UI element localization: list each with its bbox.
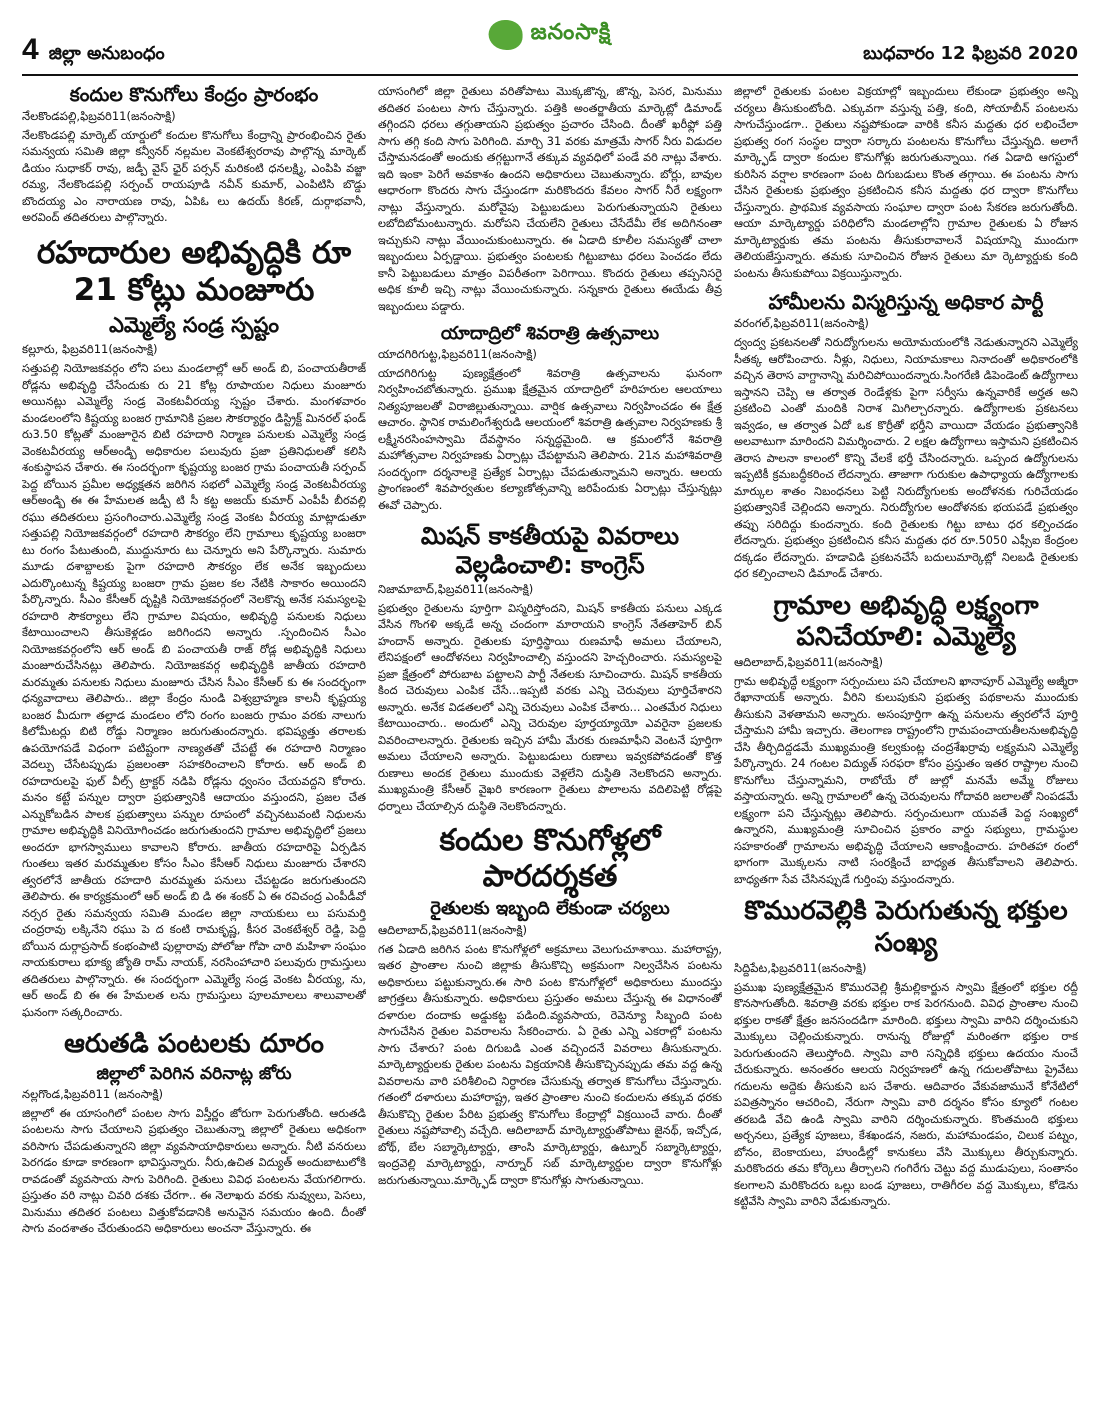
article-continuation (734, 84, 1078, 282)
issue-date: బుధవారం 12 ఫిబ్రవరి 2020 (863, 43, 1078, 64)
headline: కందుల కొనుగోళ్లలో పారదర్శకత (439, 823, 661, 895)
article-body: నేలకొండపల్లి మార్కెట్ యార్డులో కందుల కొనుగోలు కేంద్రాన్ని ప్రారంభించిన రైతు సమన్వయ సమితి జిల్లా కన్వీనర్ నల్లమల వెంకటేశ్వరరావు పాల్గొన్న మార్కెట్ డియం సుధాకర్ రావు, జడ్పీ వైస్ ఛైర్ పర్సన్ మరికంటి ధనలక్ష్మి, ఎంపిపి వజ్జా రమ్య, నేలకొండపల్లి సర్పంచ్ రాయపూడి నవీన్ కుమార్, ఎంపిటిసి బొడ్డు బొందయ్య ఎం నారాయణ రావు, ఏపిఓ లు ఉదయ్ కిరణ్, దుర్గాభవానీ, అరవింద్ తదితరులు పాల్గొన్నారు. (22, 128, 366, 225)
brand-name: జనంసాక్షి (530, 20, 612, 45)
section-name: జిల్లా అనుబంధం (48, 43, 165, 64)
article-body: ప్రముఖ పుణ్యక్షేత్రమైన కొమురవెల్లి శ్రీమల్లికార్జున స్వామి క్షేత్రంలో భక్తుల రద్దీ కొనసాగుతోంది. శివరాత్రి వరకు భక్తుల రాక పెరగనుంది. వివిధ ప్రాంతాల నుంచి భక్తుల రాకతో క్షేత్రం జనసందడిగా మారింది. భక్తులు స్వామి వారిని దర్శించుకుని మొక్కులు చెల్లించుకున్నారు. రానున్న రోజుల్లో మరింతగా భక్తుల రాక పెరుగుతుందని తెలుస్తోంది. స్వామి వారి సన్నిధికి భక్తులు ఉదయం నుంచే చేరుకున్నారు. అనంతరం ఆలయ నిర్వహణలో ఉన్న గదులతోపాటు ప్రైవేటు గదులను అద్దెకు తీసుకుని బస చేశారు. ఆదివారం వేకువజామునే కోనేటిలో పవిత్రస్నానం ఆచరించి, నేరుగా స్వామి వారి దర్శనం కోసం క్యూలో గంటల తరబడి వేచి ఉండి స్వామి వారిని దర్శించుకున్నారు. కొంతమంది భక్తులు అర్చనలు, ప్రత్యేక పూజలు, కేశఖండన, నజరు, మహామండపం, చిలుక పట్నం, బోనం, బెంకాయలు, హుండీల్లో కానుకలు వేసి మొక్కులు తీర్చుకున్నారు. మరికొందరు తమ కోర్కెలు తీర్చాలని గంగిరేగు చెట్టు వద్ద ముడుపులు, సంతానం కలగాలని మరికొందరు ఒల్లు బండ పూజలు, రాతిగీరల వద్ద మొక్కులు, కోడెను కట్టివేసి స్వామి వారిని వేడుకున్నారు. (734, 980, 1078, 1209)
headline: గ్రామాల అభివృద్ధి లక్ష్యంగా పనిచేయాలి: ఎమ్మెల్యే (773, 590, 1039, 652)
headline: యాదాద్రిలో శివరాత్రి ఉత్సవాలు (440, 323, 660, 344)
headline: కొమురవెల్లికి పెరుగుతున్న భక్తుల సంఖ్య (744, 896, 1068, 958)
headline: రహదారుల అభివృద్ధికి రూ 21 కోట్లు మంజూరు (36, 234, 352, 308)
article-body: ద్వంద్వ ప్రకటనలతో నిరుద్యోగులను అయోమయంలోకి నెడుతున్నారని ఎమ్మెల్యే సీతక్క ఆరోపించారు. నీళ్లు, నిధులు, నియామకాలు నినాదంతో అధికారంలోకి వచ్చిన తెరాస వాగ్దానాన్ని మరిచిపోయిందన్నారు.సింగరేణి డిపెండెంట్ ఉద్యోగాలు ఇస్తానని చెప్పి ఆ తర్వాత రెండేళ్లకు పైగా సర్వీసు ఉన్నవారికే అర్హత అని ప్రకటించి ఎంతో మందికి నిరాశ మిగిల్చారన్నారు. ఉద్యోగాలకు ప్రకటనలు ఇవ్వడం, ఆ తర్వాత ఏదో ఒక కొర్రీతో భర్తీని వాయిదా వేయడం ప్రభుత్వానికి అలవాటుగా మారిందని విమర్శించారు. 2 లక్షల ఉద్యోగాలు ఇస్తామని ప్రకటించిన తెరాస పాలనా కాలంలో కొన్ని వేలకే భర్తీ చేసిందన్నారు. ఒప్పంద ఉద్యోగులను ఇప్పటికీ క్రమబద్ధీకరించ లేదన్నారు. తాజాగా గురుకుల ఉపాధ్యాయ ఉద్యోగాలకు మార్కుల శాతం నిబంధనలు పెట్టి నిరుద్యోగులకు అందోళనకు గురిచేయడం ప్రభుత్వానికే చెల్లిందని అన్నారు. నిరుద్యోగుల ఆందోళనకు భయపడే ప్రభుత్వం తప్పు సరిదిద్దు కుందన్నారు. కంది రైతులకు గిట్టు బాటు ధర కల్పించడం లేదన్నారు. ప్రభుత్వం ప్రకటించిన కనీస మద్దతు ధర రూ.5050 ఎఫ్సీఐ కేంద్రంల దక్కడం లేదన్నారు. హడావిడి ప్రకటనచేసే బదులుమార్కెట్లో నిలబడి రైతులకు ధర కల్పించాలని డిమాండ్ చేశారు. (734, 336, 1078, 580)
subheadline: జిల్లాలో పెరిగిన వరినాట్ల జోరు (96, 1063, 292, 1084)
columns (22, 76, 1078, 1424)
column-3 (734, 84, 1078, 1424)
article (22, 1029, 366, 1238)
dateline: నిజామాబాద్,ఫిబ్రవరి11(జనంసాక్షి) (378, 581, 534, 596)
dateline: వరంగల్,ఫిబ్రవరి11(జనంసాక్షి) (734, 316, 869, 330)
subheadline: రైతులకు ఇబ్బంది లేకుండా చర్యలు (430, 898, 670, 920)
article-body: ప్రభుత్వం రైతులను పూర్తిగా విస్మరిస్తోందని, మిషన్ కాకతీయ పనులు ఎక్కడ వేసిన గొంగళి అక్కడే అన్న చందంగా మారాయని కాంగ్రెస్ నేతతాహెర్ బిన్ హందాన్ అన్నారు. రైతులకు పూర్తిస్థాయి రుణమాఫీ అమలు చేయాలని, లేనిపక్షంలో ఆందోళనలు నిర్వహించాల్సి వస్తుందని హెచ్చరించారు. సమస్యలపై ప్రజా క్షేత్రంలో పోరుబాట పట్టాలని పార్టీ నేతలకు సూచించారు. మిషన్ కాకతీయ కింద చెరువులు ఎంపిక చేసే...ఇప్పటి వరకు ఎన్ని చెరువులు పూర్తిచేశారని అన్నారు. అనేక విడతలలో ఎన్ని చెరువులు ఎంపిక చేశారు... ఎంతమేర నిధులు కేటాయించారు.. అందులో ఎన్ని చెరువుల పూర్తయ్యాయో ఎవరైనా ప్రజలకు వివరించాలన్నారు. రైతులకు ఇచ్చిన హామీ మేరకు రుణమాఫీని వెంటనే పూర్తిగా అమలు చేయాలని అన్నారు. పెట్టుబడులు రుణాలు ఇవ్వకపోవడంతో కొత్త రుణాలు అందక రైతులు ముందుకు వెళ్లలేని దుస్థితి నెలకొందని అన్నారు. ముఖ్యమంత్రి కేసీఆర్ వైఖరి కారణంగా రైతులు పొలాలను వదిలిపెట్టి రోడ్లపై ధర్నాలు చేయాల్సిన దుస్థితి నెలకొందన్నారు. (378, 601, 722, 813)
article (378, 823, 722, 1189)
article-body: గత ఏడాది జరిగిన పంట కొనుగోళ్లలో అక్రమాలు వెలుగుచూశాయి. మహారాష్ట్ర, ఇతర ప్రాంతాల నుంచి జిల్లాకు తీసుకొచ్చి అక్రమంగా నిల్వచేసిన పంటను అధికారులు పట్టుకున్నారు.ఈ సారి పంట కొనుగోళ్లలో అధికారులు ముందస్తు జాగ్రత్తలు తీసుకున్నారు. అధికారులు ప్రస్తుతం అమలు చేస్తున్న ఈ విధానంతో దళారుల దందాకు అడ్డుకట్ట పడింది.వ్యవసాయ, రెవెన్యూ సిబ్బంది పంట సాగుచేసిన రైతుల వివరాలను సేకరించారు. ఏ రైతు ఎన్ని ఎకరాల్లో పంటను సాగు చేశారు? పంట దిగుబడి ఎంత వచ్చిందనే వివరాలు తీసుకున్నారు. మార్కెట్యార్డులకు రైతుల పంటను విక్రయానికి తీసుకొచ్చినప్పుడు తమ వద్ద ఉన్న వివరాలను వారి పరిశీలించి నిర్ధారణ చేసుకున్న తర్వాత కొనుగోలు చేస్తున్నారు. గతంలో దళారులు మహారాష్ట్ర, ఇతర ప్రాంతాల నుంచి కందులను తక్కువ ధరకు తీసుకొచ్చి రైతుల పేరిట ప్రభుత్వ కొనుగోలు కేంద్రాల్లో విక్రయించే వారు. దీంతో రైతులు నష్టపోవాల్సి వచ్చేది. ఆదిలాబాద్ మార్కెట్యార్డుతోపాటు జైనథ్, ఇచ్చోడ, బోథ్, బేల సబ్మార్కెట్యార్డు, తాంసి మార్కెట్యార్డు, ఉట్నూర్ సబ్మార్కెట్యార్డు, ఇంద్రవెల్లి మార్కెట్యార్డు, నార్నూర్ సబ్ మార్కెట్యార్డుల ద్వారా కొనుగోళ్లు జరుగుతున్నాయి.మార్క్ఫెడ్ ద్వారా కొనుగోళ్లు సాగుతున్నాయి. (378, 942, 722, 1187)
headline: హామీలను విస్మరిస్తున్న అధికార పార్టీ (768, 290, 1044, 314)
article-body: జిల్లాలో ఈ యాసంగిలో పంటల సాగు విస్తీర్ణం జోరుగా పెరుగుతోంది. ఆరుతడి పంటలను సాగు చేయాలని ప్రభుత్వం చెబుతున్నా జిల్లాలో రైతులు అధికంగా వరిసాగు చేపడుతున్నారని జిల్లా వ్యవసాయాధికారులు అన్నారు. నీటి వనరులు పెరగడం కూడా కారణంగా భావిస్తున్నారు. నీరు,ఉచిత విద్యుత్ అందుబాటులోకి రావడంతో వ్యవసాయ సాగు పెరిగింది. రైతులు వివిధ పంటలను వేయగలిగారు. ప్రస్తుతం వరి నాట్లు చివరి దశకు చేరగా.. ఈ నెలాఖరు వరకు నువ్వులు, పెసలు, మినుము తదితర పంటలు విత్తుకోవడానికి అనువైన సమయం ఉంది. దీంతో సాగు వందశాతం చేరుతుందని అధికారులు అంచనా వేస్తున్నారు. ఈ (22, 1106, 366, 1236)
article (734, 896, 1078, 1210)
article-body: యాదగిరిగుట్ట పుణ్యక్షేత్రంలో శివరాత్రి ఉత్సవాలను ఘనంగా నిర్వహించబోతున్నారు. ప్రముఖ క్షేత్రమైన యాదాద్రిలో హరిహరుల ఆలయాలు నిత్యపూజలతో విరాజిల్లుతున్నాయి. వార్షిక ఉత్సవాలు నిర్వహించడం ఈ క్షేత్ర ఆచారం. స్థానిక రామలింగేశ్వరుడి ఆలయంలో శివరాత్రి ఉత్సవాల నిర్వహణకు శ్రీ లక్ష్మీనరసింహస్వామి దేవస్థానం సన్నద్ధమైంది. ఆ క్రమంలోనే శివరాత్రి మహోత్సవాల నిర్వహణకు ఏర్పాట్లు చేపట్టామని తెలిపారు. 21న మహాశివరాత్రి సందర్భంగా దర్శనాలకై ప్రత్యేక ఏర్పాట్లు చేపడుతున్నామని అన్నారు. ఆలయ ప్రాంగణంలో శివపార్వతుల కల్యాణోత్సవాన్ని జరిపేందుకు ఏర్పాట్లు చేస్తున్నట్లు ఈవో చెప్పారు. (378, 366, 722, 512)
dateline: నల్లగొండ,ఫిబ్రవరి11 (జనంసాక్షి) (22, 1086, 163, 1101)
article-body: గ్రామ అభివృద్ధే లక్ష్యంగా సర్పంచులు పని చేయాలని ఖానాపూర్ ఎమ్మెల్యే అజ్మీరా రేఖానాయక్ అన్నారు. వీరిని కులుపుకుని ప్రభుత్వ పథకాలను ముందుకు తీసుకుని వెళతామని అన్నారు. అసంపూర్తిగా ఉన్న పనులను త్వరలోనే పూర్తి చేస్తామని హామీ ఇచ్చారు. తెలంగాణ రాష్ట్రంలోని గ్రామపంచాయతీలనుఅభివృద్ధి చేసి తీర్చిదిద్దడమే ముఖ్యమంత్రి కల్వకుంట్ల చంద్రశేఖర్రావు లక్ష్యమని ఎమ్మెల్యే పేర్కొన్నారు. 24 గంటల విద్యుత్ సరఫరా కోసం ప్రస్తుతం ఇతర రాష్ట్రాల నుంచి కొనుగోలు చేస్తున్నామని, రాబోయే రో జుల్లో మనమే అమ్మే రోజులు వస్తాయన్నారు. అన్ని గ్రామాలలో ఉన్న చెరువులను గోదావరి జలాలతో నింపడమే లక్ష్యంగా పని చేస్తున్నట్లు తెలిపారు. సర్పంచులుగా యువతే పెద్ద సంఖ్యలో ఉన్నారని, ముఖ్యమంత్రి సూచించిన ప్రకారం వార్డు సభ్యులు, గ్రామస్థుల సహకారంతో గ్రామాలను అభివృద్ధి చేయాలని ఆకాంక్షించారు. హరితహా రంలో భాగంగా మొక్కలను నాటి సంరక్షించే బాధ్యత తీసుకోవాలని తెలిపారు. బాధ్యతగా సేవ చేసినప్పుడే గుర్తింపు వస్తుందన్నారు. (734, 674, 1078, 886)
article (378, 323, 722, 514)
state-map-icon (489, 20, 523, 50)
dateline: ఆదిలాబాద్,ఫిబ్రవరి11(జనంసాక్షి) (378, 922, 528, 937)
article-continuation (378, 84, 722, 315)
article (22, 235, 366, 1022)
subheadline: ఎమ్మెల్యే సండ్ర స్పష్టం (108, 313, 280, 338)
column-1 (22, 84, 366, 1424)
column-2 (378, 84, 722, 1424)
article-body: సత్తుపల్లి నియోజకవర్గం లోని పలు మండలాల్లో ఆర్ అండ్ బి, పంచాయతీరాజ్ రోడ్లను అభివృద్ధి చేసేందుకు రు 21 కోట్ల రూపాయల నిధులు మంజూరు అయినట్లు ఎమ్మెల్యే సండ్ర వెంకటవీరయ్య స్పష్టం చేశారు. మంగళవారం మండలంలోని కిష్టయ్య బంజర గ్రామానికి ప్రజల సౌకర్యార్థం డిస్ట్రిక్ట్ మినరల్ ఫండ్ రు3.50 కోట్లతో మంజూరైన బిటి రహదారి నిర్మాణ పనులకు ఎమ్మెల్యే సండ్ర వెంకటవీరయ్య ఆర్అండ్బి అధికారుల పలువురు ప్రజా ప్రతినిధులతో కలిసి శంకుస్థాపన చేశారు. ఈ సందర్భంగా కృష్టయ్య బంజర గ్రామ పంచాయతీ సర్పంచ్ పెద్ద బోయిన ప్రమీల అధ్యక్షతన జరిగిన సభలో ఎమ్మెల్యే సండ్ర వెంకటవీరయ్య ఆర్అండ్బి ఈ ఈ హేమలత జడ్పీ టి సీ కట్ట అజయ్ కుమార్ ఎంపీపీ బీరవల్లి రఘు తదితరులు ప్రసంగించారు.ఎమ్మెల్యే సండ్ర వెంకట వీరయ్య మాట్లాడుతూ సత్తుపల్లి నియోజకవర్గంలో రహదారి సౌకర్యం లేని గ్రామాలు కృష్టయ్య బంజరా టు రంగం పేటుతుంది, ముద్దునూరు టు చెన్నూరు అని పేర్కొన్నారు. సుమారు మూడు దశాబ్దాలకు పైగా రహదారి సౌకర్యం లేక అనేక ఇబ్బందులు ఎదుర్కొంటున్న కిష్టయ్య బంజరా గ్రామ ప్రజల కల నేటికి సాకారం అయిందని పేర్కొన్నారు. సీఎం కేసీఆర్ దృష్టికి నియోజకవర్గంలో నెలకొన్న అనేక సమస్యలపై రహదారి సౌకర్యాలు లేని గ్రామాల విషయం, అభివృద్ధి పనులకు నిధులు కేటాయించాలని తీసుకెళ్లడం జరిగిందని అన్నారు .స్పందించిన సీఎం నియోజకవర్గంలోని ఆర్ అండ్ బి పంచాయతీ రాజ్ రోడ్ల అభివృద్ధికి నిధులు మంజూరుచేసినట్లు తెలిపారు. నియోజకవర్గ అభివృద్ధికి జాతీయ రహదారి మరమ్మతు పనులకు నిధులు మంజూరు చేసిన సీఎం కేసీఆర్ కు ఈ సందర్భంగా ధన్యవాదాలు తెలిపారు.. జిల్లా కేంద్రం నుండి విశ్వబ్రాహ్మణ కాలనీ కృష్టయ్య బంజర మీదుగా తల్లాడ మండలం లోని రంగం బంజరు గ్రామం వరకు నాలుగు కిలోమీటర్లు బిటి రోడ్డు నిర్మాణం జరుగుతుందన్నారు. భవిష్యత్తు తరాలకు ఉపయోగపడే విధంగా పటిష్టంగా నాణ్యతతో చేపట్టే ఈ రహదారి నిర్మాణం వెదల్పు చేసేటప్పుడు ప్రజలంతా సహకరించాలని కోరారు. ఆర్ అండ్ బి రహదారులపై ఫుల్ వీల్స్ ట్రాక్టర్ నడిపి రోడ్లను ధ్వంసం చేయవద్దని కోరారు. మనం కట్టే పన్నుల ద్వారా ప్రభుత్వానికి ఆదాయం వస్తుందని, ప్రజల చేత ఎన్నుకోబడిన పాలక ప్రభుత్వాలు పన్నుల రూపంలో వచ్చినటువంటి నిధులను గ్రామాల అభివృద్ధికి వినియోగించడం జరుగుతుందని గ్రామాల అభివృద్ధిలో ప్రజలు అందరూ భాగస్వాములు కావాలని కోరారు. జాతీయ రహదారిపై ఏర్పడిన గుంతలు ఇతర మరమ్మతుల కోసం సీఎం కేసీఆర్ నిధులు మంజూరు చేశారని త్వరలోనే జాతీయ రహదారి మరమ్మతు పనులు చేపట్టడం జరుగుతుందని తెలిపారు. ఈ కార్యక్రమంలో ఆర్ అండ్ బి డి ఈ శంకర్ ఏ ఈ రవిచంద్ర ఎంపీడీవో నర్సర రైతు సమన్వయ సమితి మండల జిల్లా నాయకులు లు పసుమర్తి చంద్రరావు లక్కినేని రఘు పె ద కంటి రామకృష్ణ, కీసర వెంకటేశ్వర్ రెడ్డి, పెద్ది బోయిన దుర్గాప్రసాద్ కంభంపాటి పుల్లారావు పోలోజు గోపా చారి మహిళా సంఘం నాయకురాలు భూక్య జ్యోతి రామ్ నాయక్, నరసింహాచారి పలువురు గ్రామస్తులు తదితరులు పాల్గొన్నారు. ఈ సందర్భంగా ఎమ్మెల్యే సండ్ర వెంకట వీరయ్య, ను, ఆర్ అండ్ బి ఈ ఈ హేమలత లను గ్రామస్తులు పూలమాలలు శాలువాలతో ఘనంగా సత్కరించారు. (22, 362, 366, 1019)
dateline: యాదగిరిగుట్ట,ఫిబ్రవరి11(జనంసాక్షి) (378, 346, 537, 361)
page-number: 4 (22, 33, 39, 66)
article (734, 290, 1078, 583)
dateline: ఆదిలాబాద్,ఫిబ్రవరి11(జనంసాక్షి) (734, 654, 884, 669)
article-body: యాసంగిలో జిల్లా రైతులు వరితోపాటు మొక్కజొన్న, జొన్న, పెసర, మినుము తదితర పంటలు సాగు చేస్తున్నారు. పత్తికి అంతర్జాతీయ మార్కెట్లో డిమాండ్ తగ్గిందని ధరలు తగ్గుతాయని ప్రభుత్వం ప్రచారం చేసింది. దీంతో ఖరీఫ్లో పత్తి సాగు తగ్గి కంది సాగు పెరిగింది. మార్చి 31 వరకు మాత్రమే సాగర్ నీరు విడుదల చేస్తామనడంతో అందుకు తగ్గట్టుగానే తక్కువ వ్యవధిలో పండే వరి నాట్లు వేశారు. ఇది ఇంకా పెరిగే అవకాశం ఉందని అధికారులు చెబుతున్నారు. బోర్లు, బావుల ఆధారంగా కొందరు సాగు చేస్తుండగా మరికొందరు కేవలం సాగర్ నీరే లక్ష్యంగా నాట్లు వేస్తున్నారు. మరోవైపు పెట్టుబడులు పెరుగుతున్నాయని రైతులు లబోదిబోమంటున్నారు. మరోపని చేయలేని రైతులు చేసేదేమీ లేక అదిగినంతా ఇచ్చుకుని నాట్లు వేయించుకుంటున్నారు. ఈ ఏడాది కూలీల సమస్యతో చాలా ఇబ్బందులు ఏర్పడ్డాయి. ప్రభుత్వం పంటలకు గిట్టుబాటు ధరలు పెంచడం లేదు కానీ పెట్టుబడులు మాత్రం విపరీతంగా పెరిగాయి. కొందరు రైతులు తప్పనిసరై అధిక కూలీ ఇచ్చి నాట్లు వేయించుకున్నారు. సన్నకారు రైతులు ఈయేడు తీవ్ర ఇబ్బందులు పడ్డారు. (378, 85, 722, 313)
article (734, 591, 1078, 889)
headline: ఆరుతడి పంటలకు దూరం (64, 1029, 324, 1060)
header-left (22, 35, 165, 68)
dateline: నేలకొండపల్లి,ఫిబ్రవరి11(జనంసాక్షి) (22, 108, 176, 123)
dateline: కల్లూరు, ఫిబ్రవరి11(జనంసాక్షి) (22, 342, 158, 357)
article (22, 84, 366, 227)
page-header (22, 18, 1078, 76)
headline: కందుల కొనుగోలు కేంద్రం ప్రారంభం (69, 84, 319, 106)
masthead-logo (489, 20, 612, 50)
dateline: సిద్దిపేట,ఫిబ్రవరి11(జనంసాక్షి) (734, 960, 867, 975)
headline: మిషన్ కాకతీయపై వివరాలు వెల్లడించాలి: కాంగ్రెస్ (420, 522, 680, 579)
article (378, 522, 722, 815)
article-body: జిల్లాలో రైతులకు పంటల విక్రయాల్లో ఇబ్బందులు లేకుండా ప్రభుత్వం అన్ని చర్యలు తీసుకుంటోంది. ఎక్కువగా వస్తున్న పత్తి, కంది, సోయాబీన్ పంటలను సాగుచేస్తుండగా.. రైతులు నష్టపోకుండా వారికి కనీస మద్దతు ధర లభించేలా ప్రభుత్వ రంగ సంస్థల ద్వారా సర్కారు పంటలను కొనుగోలు చేస్తున్నది. అలాగే మార్క్ఫెడ్ ద్వారా కందుల కొనుగోళ్లు జరుగుతున్నాయి. గత ఏడాది ఆగస్టులో కురిసిన వర్షాల కారణంగా పంట దిగుబడులు కొంత తగ్గాయి. ఈ పంటను సాగు చేసిన రైతులకు ప్రభుత్వం ప్రకటించిన కనీస మద్దతు ధర ద్వారా కొనుగోలు చేస్తున్నారు. ప్రాథమిక వ్యవసాయ సంఘాల ద్వారా పంట సేకరణ జరుగుతోంది. ఆయా మార్కెట్యార్డు పరిధిలోని మండలాల్లోని గ్రామాల రైతులకు ఏ రోజున మార్కెట్యార్డుకు తమ పంటను తీసుకురావాలనే విషయాన్ని ముందుగా తెలియజేస్తున్నారు. తమకు సూచించిన రోజున రైతులు మా ర్కెట్యార్డుకు కంది పంటను తీసుకుపోయి విక్రయిస్తున్నారు. (734, 85, 1078, 280)
